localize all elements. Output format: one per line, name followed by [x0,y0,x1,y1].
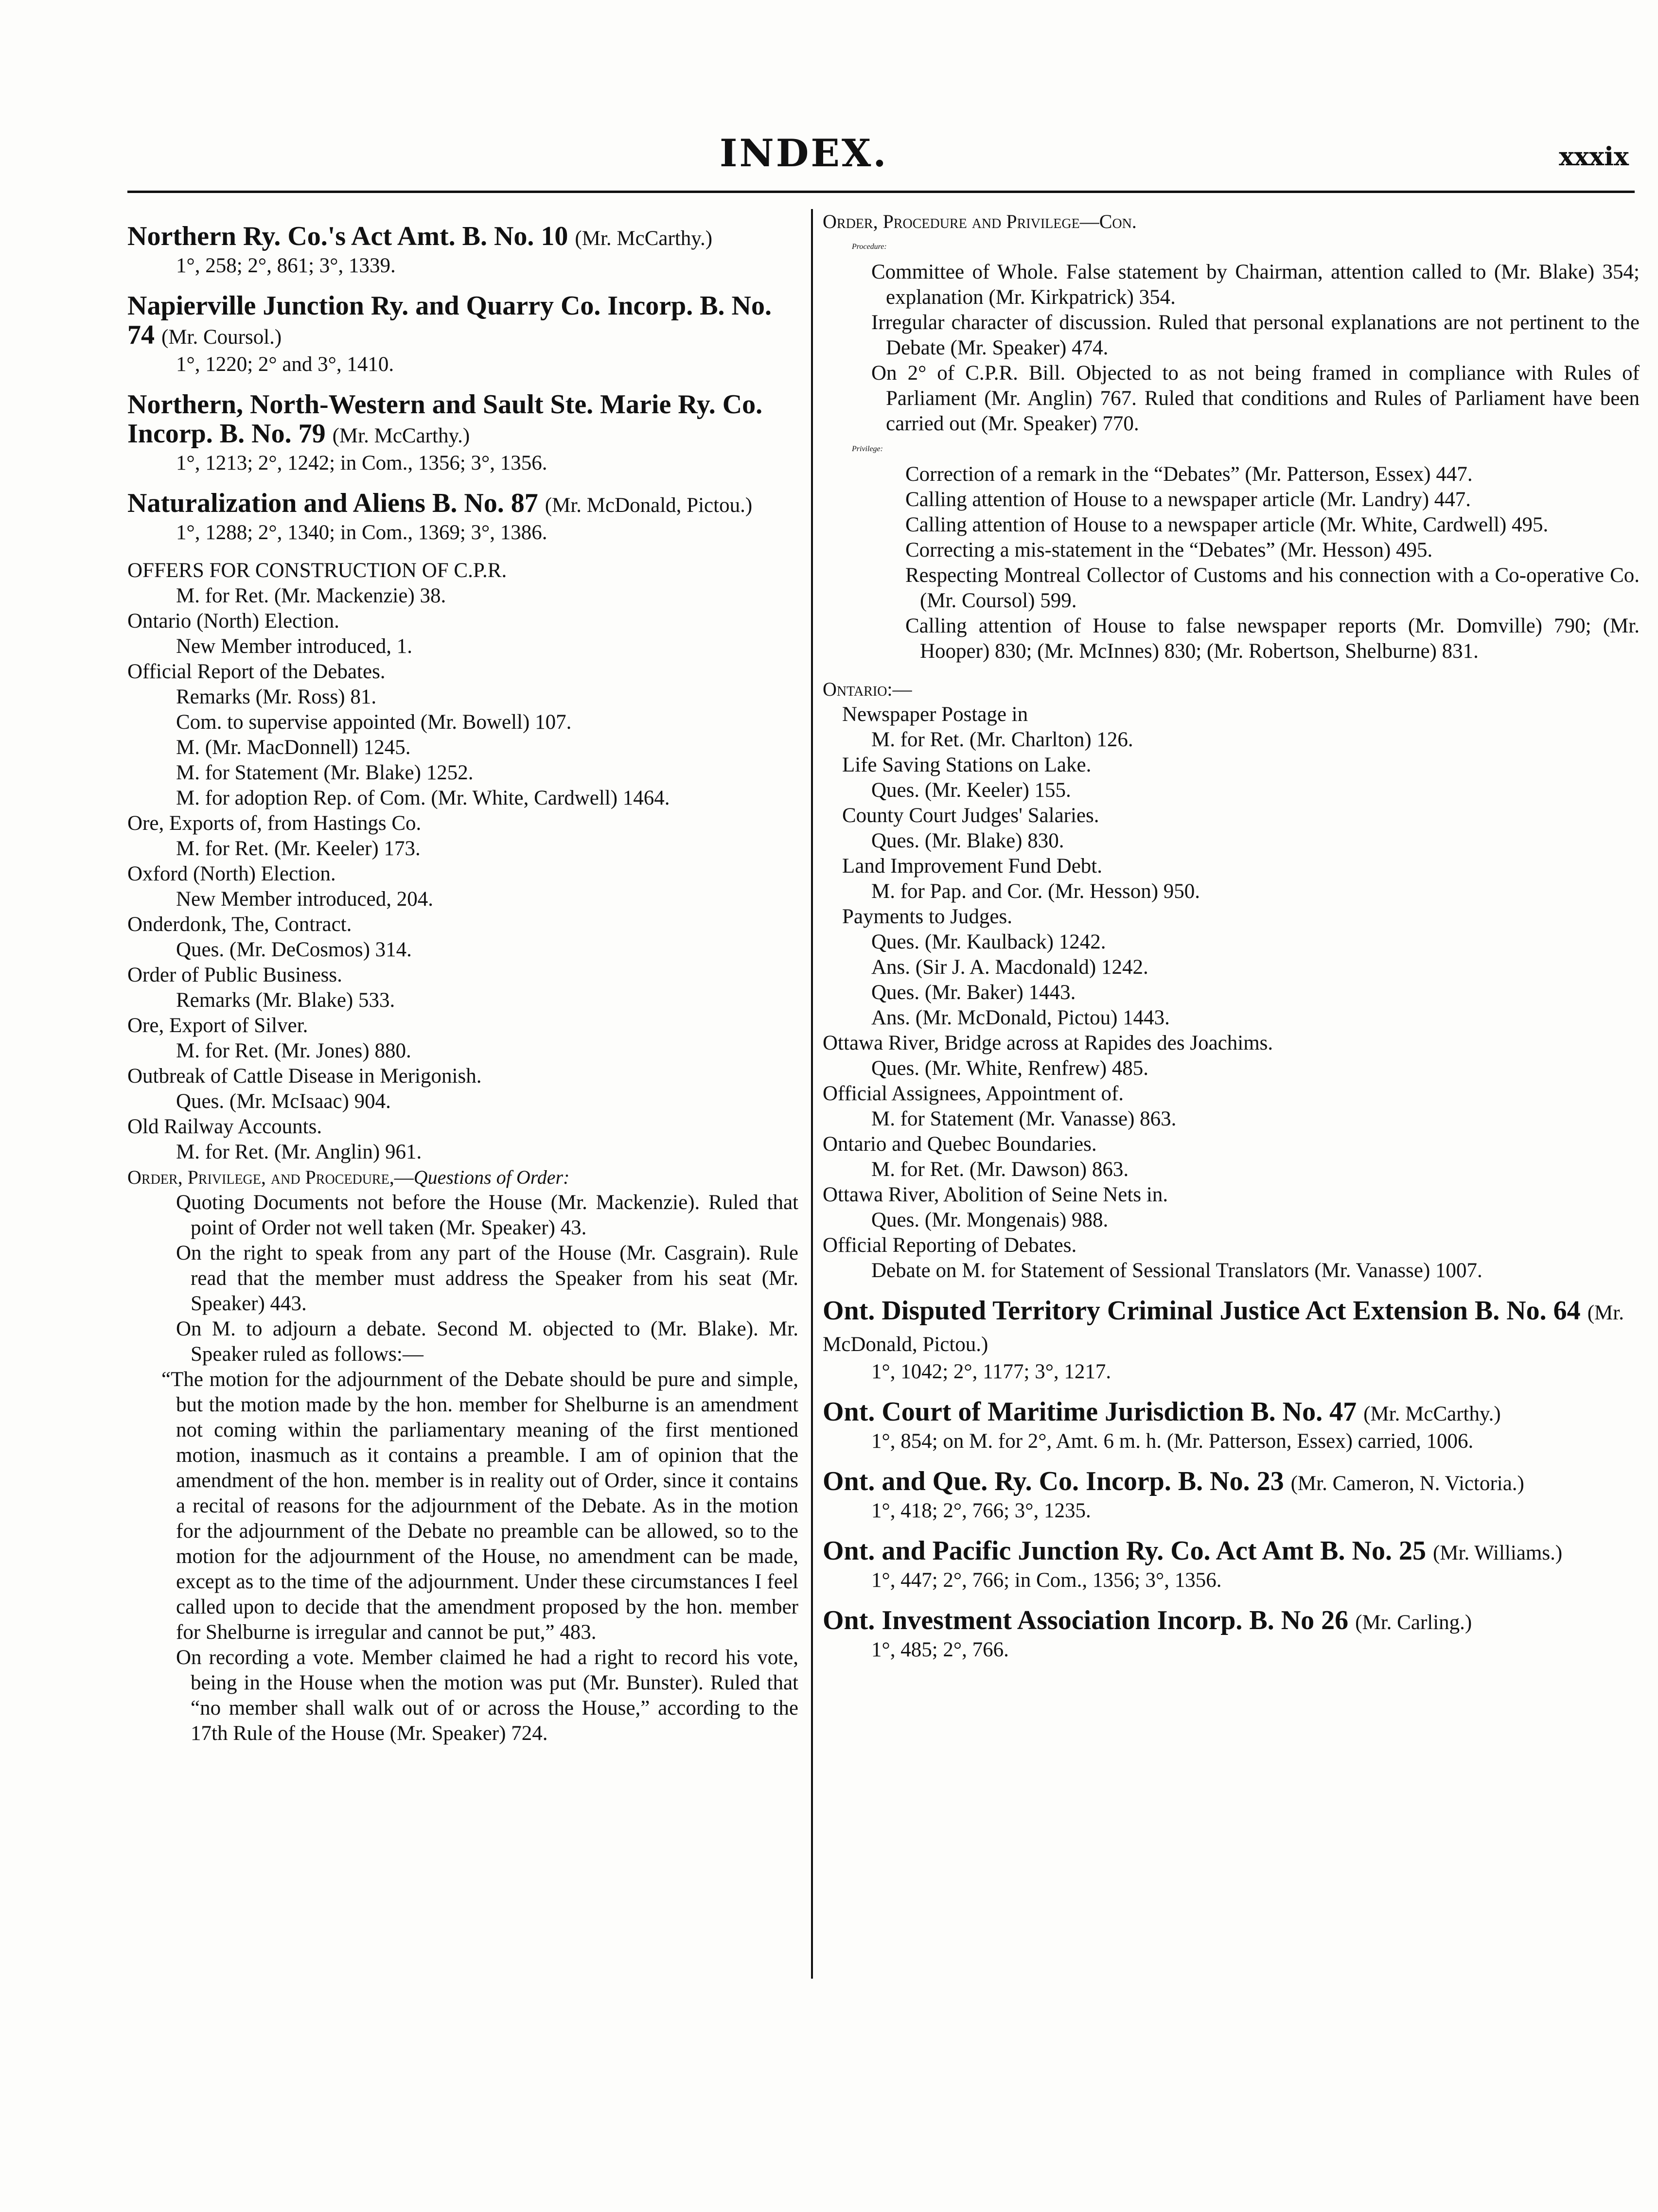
bill-readings: 1°, 485; 2°, 766. [871,1638,1009,1661]
entry-heading: OFFERS FOR CONSTRUCTION OF C.P.R. [127,559,507,582]
bill-readings: 1°, 418; 2°, 766; 3°, 1235. [871,1499,1091,1522]
ontario-detail: Ques. (Mr. Baker) 1443. [871,981,1076,1004]
ontario-detail: M. for Ret. (Mr. Charlton) 126. [871,728,1133,751]
index-entry [127,912,798,963]
procedure-label: Procedure: [852,243,887,251]
ontario-subheading: Newspaper Postage in [842,703,1028,726]
entry-heading: Oxford (North) Election. [127,862,336,885]
bill-readings: 1°, 854; on M. for 2°, Amt. 6 m. h. (Mr. Patterson, Essex) carried, 1006. [871,1430,1474,1453]
order-heading-label: Order, Privilege, and Procedure,— [127,1166,414,1188]
bill-title: Ont. Court of Maritime Jurisdiction B. No. 47 (Mr. McCarthy.) [823,1397,1501,1427]
entry-heading: Ore, Export of Silver. [127,1014,308,1037]
bill-sponsor: (Mr. Carling.) [1355,1611,1472,1634]
index-entry [823,1031,1640,1081]
entry-detail: M. for Ret. (Mr. Keeler) 173. [176,837,421,860]
entry-heading: Official Assignees, Appointment of. [823,1082,1124,1105]
bill-sponsor: (Mr. Williams.) [1432,1542,1563,1564]
bill-title: Ont. Disputed Territory Criminal Justice Act Extension B. No. 64 (Mr. McDonald, Pictou.) [823,1296,1624,1356]
bill-title: Ont. and Pacific Junction Ry. Co. Act Amt B. No. 25 (Mr. Williams.) [823,1536,1563,1566]
bill-sponsor: (Mr. Cameron, N. Victoria.) [1290,1472,1524,1495]
entry-heading: Ontario (North) Election. [127,610,339,632]
entry-heading: Official Reporting of Debates. [823,1234,1077,1257]
ontario-entry [823,803,1640,854]
entry-detail: New Member introduced, 1. [176,635,412,658]
column-divider [811,209,813,1979]
ontario-subheading: County Court Judges' Salaries. [842,804,1099,827]
bill-title: Ont. Investment Association Incorp. B. No 26 (Mr. Carling.) [823,1605,1472,1635]
entry-detail: M. for Ret. (Mr. Dawson) 863. [871,1158,1129,1181]
bill-readings: 1°, 1220; 2° and 3°, 1410. [176,353,394,376]
continued-heading: Order, Procedure and Privilege—Con. [823,211,1137,232]
bill-title: Naturalization and Aliens B. No. 87 (Mr. McDonald, Pictou.) [127,488,753,518]
index-entry [823,1182,1640,1233]
index-entry [127,1064,798,1114]
entry-heading: Order of Public Business. [127,964,342,986]
entry-detail: M. for Statement (Mr. Blake) 1252. [176,761,474,784]
privilege-entry: Respecting Montreal Collector of Customs and his connection with a Co-operative Co. (Mr. Coursol) 599. [905,564,1640,612]
bill-sponsor: (Mr. McDonald, Pictou.) [823,1301,1624,1356]
order-heading [127,1165,798,1190]
bill-readings: 1°, 1213; 2°, 1242; in Com., 1356; 3°, 1356. [176,452,547,474]
bill-title: Napierville Junction Ry. and Quarry Co. Incorp. B. No. 74 (Mr. Coursol.) [127,291,772,350]
bill-title: Northern, North-Western and Sault Ste. Marie Ry. Co. Incorp. B. No. 79 (Mr. McCarthy.) [127,389,763,449]
bill-readings: 1°, 1042; 2°, 1177; 3°, 1217. [871,1360,1111,1383]
ontario-entry [823,702,1640,753]
entry-heading: Outbreak of Cattle Disease in Merigonish. [127,1065,482,1088]
procedure-entry: Irregular character of discussion. Ruled that personal explanations are not pertinent to the Debate (Mr. Speaker) 474. [871,311,1640,359]
bill-sponsor: (Mr. McCarthy.) [332,424,470,447]
speaker-ruling-quote: “The motion for the adjournment of the Debate should be pure and simple, but the motion made by the hon. member for Shelburne is an amendment not coming within the parliamentary meaning of the first mentioned motion, inasmuch as it contains a preamble. I am of opinion that the amendment of the hon. member is in reality out of Order, since it contains a recital of reasons for the adjournment of the Debate. As in the motion for the adjournment of the Debate no preamble can be allowed, so to the motion for the adjournment of the House, no amendment can be made, except as to the time of the adjournment. Under these circumstances I feel called upon to decide that the amendment proposed by the hon. member for Shelburne is irregular and cannot be put,” 483. [161,1368,798,1644]
bill-sponsor: (Mr. Coursol.) [161,326,282,349]
left-column [127,209,798,1746]
entry-detail: M. (Mr. MacDonnell) 1245. [176,736,411,759]
entry-detail: M. for Ret. (Mr. Anglin) 961. [176,1141,422,1163]
bill-sponsor: (Mr. McCarthy.) [1363,1403,1501,1425]
entry-detail: Remarks (Mr. Blake) 533. [176,989,395,1012]
entry-detail: Com. to supervise appointed (Mr. Bowell) 107. [176,711,572,734]
entry-detail: New Member introduced, 204. [176,888,433,911]
index-bill-entry [823,1606,1640,1663]
ontario-detail: M. for Pap. and Cor. (Mr. Hesson) 950. [871,880,1200,903]
index-entry [127,963,798,1013]
procedure-entry: On 2° of C.P.R. Bill. Objected to as not being framed in compliance with Rules of Parliament (Mr. Anglin) 767. Ruled that conditions and Rules of Parliament have been carried out (Mr. Speaker) 770. [871,362,1640,435]
order-ruling: On the right to speak from any part of the House (Mr. Casgrain). Rule read that the member must address the Speaker from his seat (Mr. Speaker) 443. [176,1242,798,1315]
ontario-entry [823,904,1640,1031]
order-ruling: On recording a vote. Member claimed he had a right to record his vote, being in the House when the motion was put (Mr. Bunster). Ruled that “no member shall walk out of or across the House,” according to the 17th Rule of the House (Mr. Speaker) 724. [176,1646,798,1745]
entry-detail: Ques. (Mr. Mongenais) 988. [871,1209,1109,1231]
index-entry [127,1114,798,1165]
privilege-entry: Calling attention of House to a newspaper article (Mr. White, Cardwell) 495. [905,513,1549,536]
order-ruling: Quoting Documents not before the House (Mr. Mackenzie). Ruled that point of Order not well taken (Mr. Speaker) 43. [176,1191,798,1239]
entry-heading: Ore, Exports of, from Hastings Co. [127,812,422,835]
index-entry [127,659,798,811]
index-bill-entry [823,1467,1640,1524]
entry-heading: Ontario and Quebec Boundaries. [823,1133,1097,1156]
entry-detail: Ques. (Mr. McIsaac) 904. [176,1090,391,1113]
ontario-subheading: Life Saving Stations on Lake. [842,754,1092,776]
index-bill-entry [823,1536,1640,1593]
bill-sponsor: (Mr. McDonald, Pictou.) [545,494,753,517]
index-bill-entry [127,390,798,476]
index-bill-entry [823,1397,1640,1454]
ontario-entry [823,753,1640,803]
ontario-entry [823,854,1640,904]
entry-heading: Ottawa River, Bridge across at Rapides des Joachims. [823,1032,1273,1054]
bill-readings: 1°, 1288; 2°, 1340; in Com., 1369; 3°, 1386. [176,521,547,544]
entry-detail: M. for Statement (Mr. Vanasse) 863. [871,1107,1177,1130]
bill-title: Ont. and Que. Ry. Co. Incorp. B. No. 23 (Mr. Cameron, N. Victoria.) [823,1466,1524,1496]
procedure-entry: Committee of Whole. False statement by Chairman, attention called to (Mr. Blake) 354; explanation (Mr. Kirkpatrick) 354. [871,261,1640,309]
order-heading-sub: Questions of Order: [413,1166,570,1188]
index-bill-entry [127,291,798,377]
ontario-detail: Ans. (Mr. McDonald, Pictou) 1443. [871,1006,1170,1029]
entry-heading: Ottawa River, Abolition of Seine Nets in. [823,1183,1168,1206]
ontario-detail: Ques. (Mr. Kaulback) 1242. [871,930,1106,953]
entry-detail: M. for Ret. (Mr. Mackenzie) 38. [176,584,446,607]
privilege-entry: Correcting a mis-statement in the “Debates” (Mr. Hesson) 495. [905,539,1433,562]
index-entry [823,1132,1640,1182]
index-bill-entry [127,222,798,279]
entry-detail: Debate on M. for Statement of Sessional Translators (Mr. Vanasse) 1007. [871,1259,1482,1282]
index-entry [127,1013,798,1064]
index-entry [127,811,798,861]
index-entry [823,1081,1640,1132]
bill-readings: 1°, 258; 2°, 861; 3°, 1339. [176,254,396,277]
bill-readings: 1°, 447; 2°, 766; in Com., 1356; 3°, 1356. [871,1569,1222,1592]
entry-heading: Onderdonk, The, Contract. [127,913,352,936]
entry-detail: Remarks (Mr. Ross) 81. [176,685,377,708]
entry-detail: Ques. (Mr. White, Renfrew) 485. [871,1057,1149,1080]
page-number: xxxix [1559,142,1629,172]
ontario-subheading: Land Improvement Fund Debt. [842,855,1103,878]
ontario-detail: Ques. (Mr. Keeler) 155. [871,779,1071,802]
privilege-label: Privilege: [852,445,883,453]
index-bill-entry [127,489,798,545]
entry-heading: Official Report of the Debates. [127,660,386,683]
index-entry [127,609,798,659]
entry-detail: Ques. (Mr. DeCosmos) 314. [176,938,412,961]
privilege-entry: Calling attention of House to false newspaper reports (Mr. Domville) 790; (Mr. Hooper) 830; (Mr. McInnes) 830; (Mr. Robertson, Shelburne) 831. [905,614,1640,663]
order-ruling: On M. to adjourn a debate. Second M. objected to (Mr. Blake). Mr. Speaker ruled as follows:— [176,1317,798,1366]
privilege-entry: Correction of a remark in the “Debates” (Mr. Patterson, Essex) 447. [905,463,1473,486]
page-header [0,131,1658,185]
index-bill-entry [823,1296,1640,1385]
index-entry [127,861,798,912]
bill-sponsor: (Mr. McCarthy.) [575,227,713,250]
bill-title: Northern Ry. Co.'s Act Amt. B. No. 10 (Mr. McCarthy.) [127,221,713,251]
header-rule [127,191,1635,193]
entry-detail: M. for Ret. (Mr. Jones) 880. [176,1039,411,1062]
entry-detail: M. for adoption Rep. of Com. (Mr. White, Cardwell) 1464. [176,787,670,809]
ontario-detail: Ans. (Sir J. A. Macdonald) 1242. [871,956,1148,979]
ontario-subheading: Payments to Judges. [842,905,1012,928]
page-title: INDEX. [720,131,888,176]
index-entry [127,558,798,609]
privilege-entry: Calling attention of House to a newspaper article (Mr. Landry) 447. [905,488,1471,511]
ontario-heading: Ontario:— [823,678,912,700]
right-column [823,209,1640,1663]
entry-heading: Old Railway Accounts. [127,1115,322,1138]
index-entry [823,1233,1640,1283]
ontario-detail: Ques. (Mr. Blake) 830. [871,829,1064,852]
